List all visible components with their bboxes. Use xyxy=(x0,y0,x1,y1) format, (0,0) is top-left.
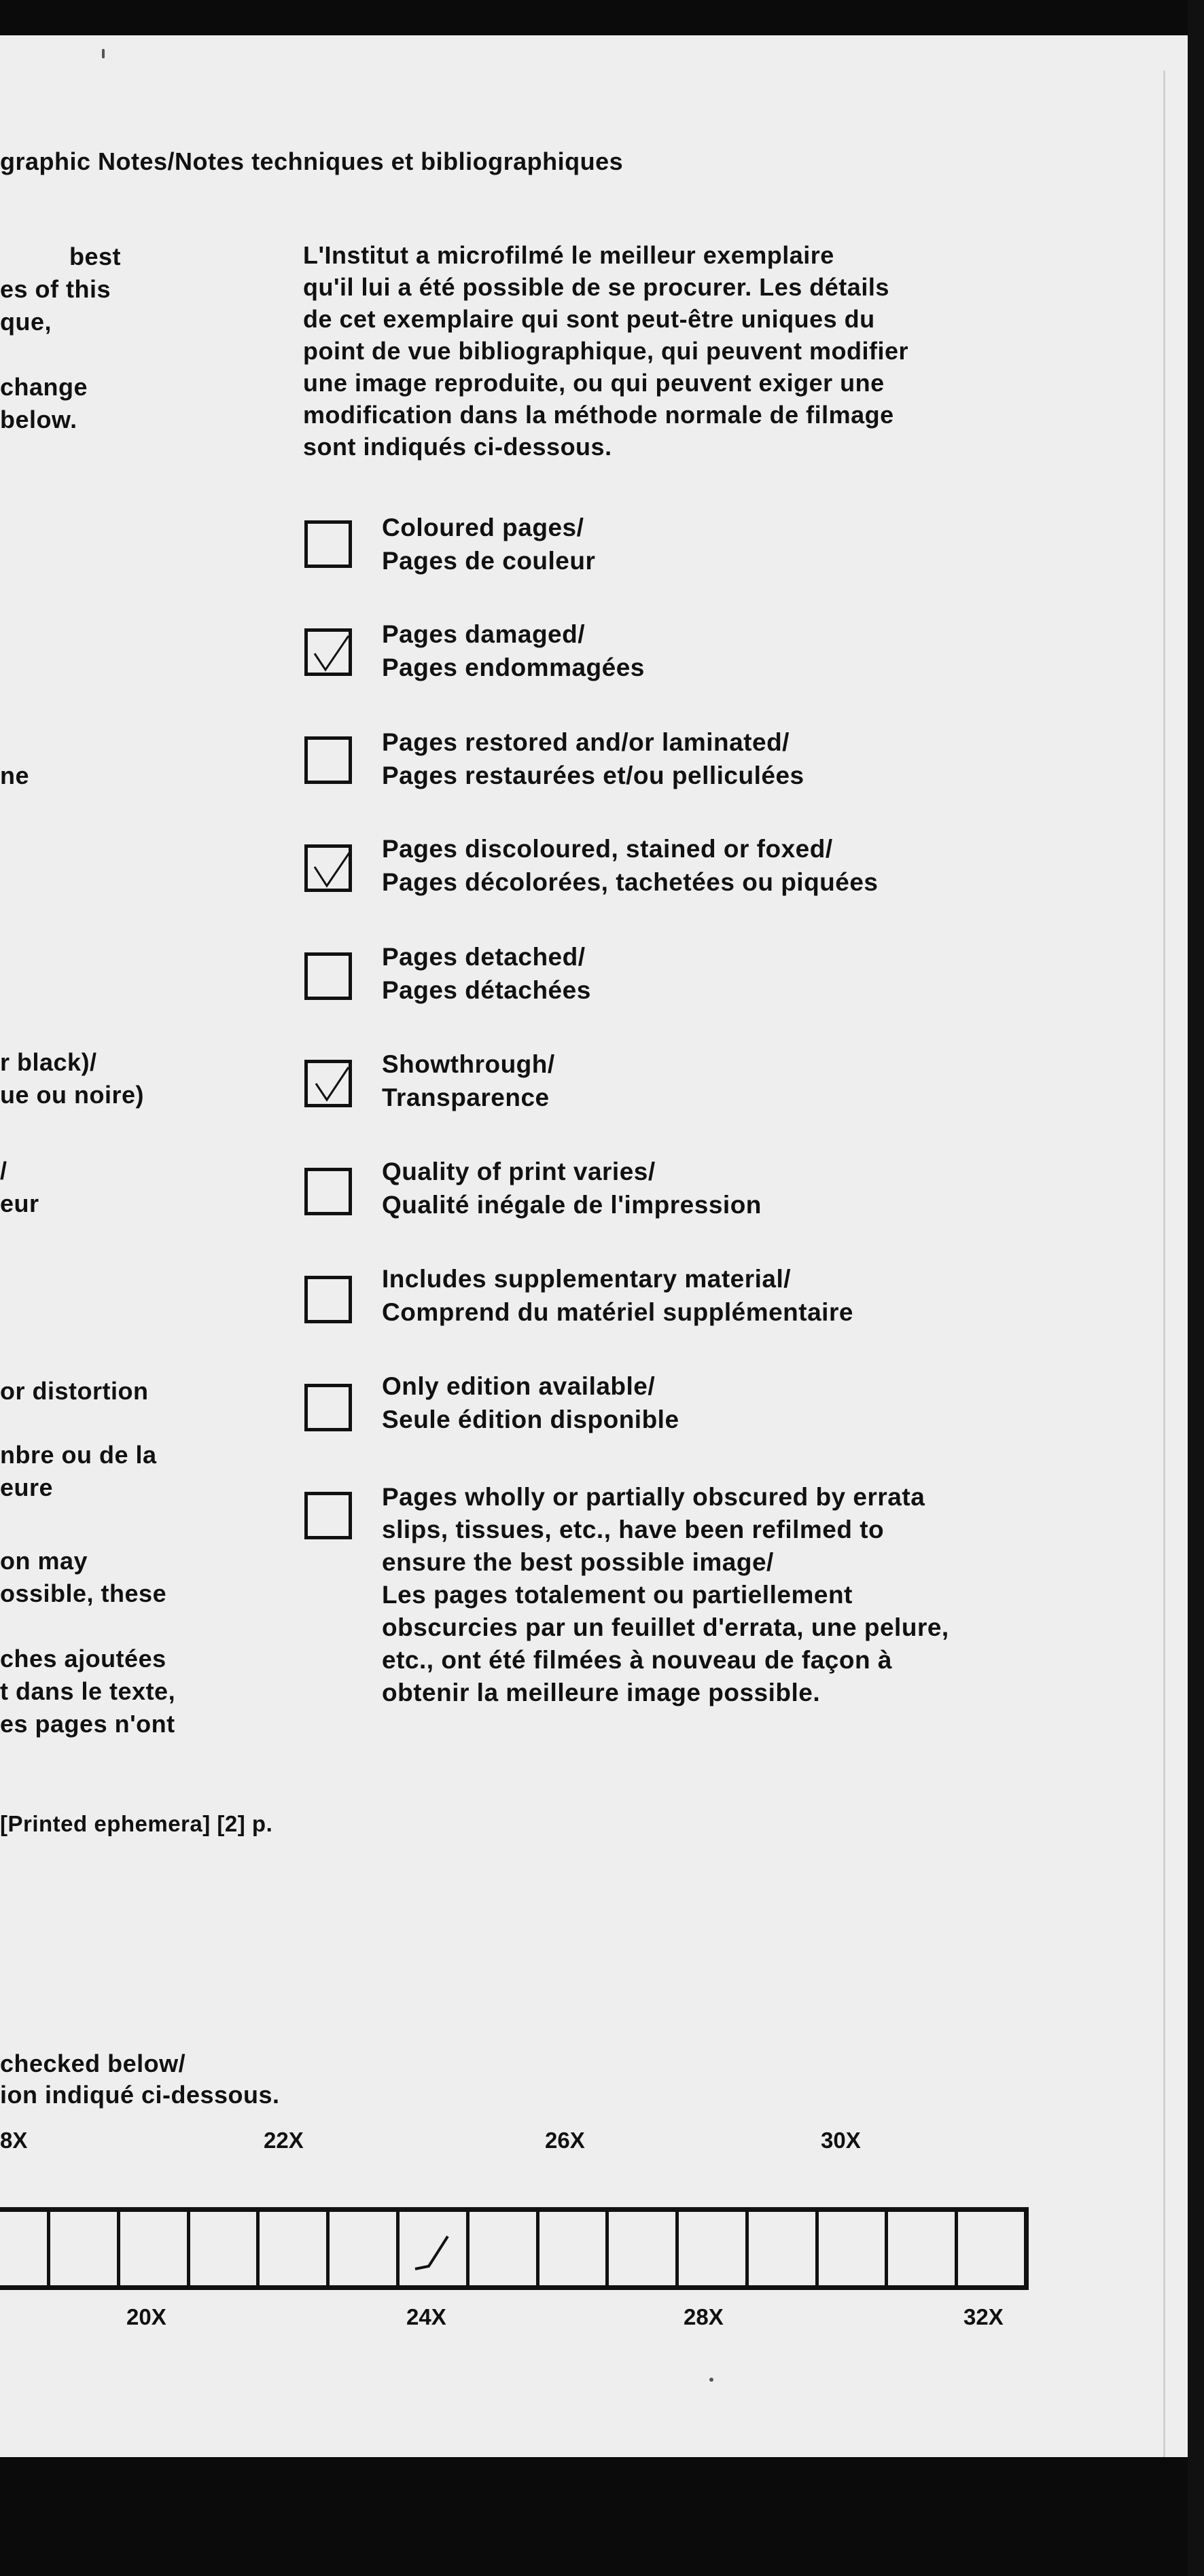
intro-line: de cet exemplaire qui sont peut-être uniques du xyxy=(303,305,875,333)
label-line1: Coloured pages/ xyxy=(382,514,584,541)
reduction-note-line: ion indiqué ci-dessous. xyxy=(0,2081,280,2109)
scale-divider xyxy=(47,2212,50,2285)
checkbox-supplementary-material[interactable] xyxy=(304,1276,352,1323)
left-fragment: below. xyxy=(0,406,77,433)
label-line1: Only edition available/ xyxy=(382,1372,656,1400)
scan-speck xyxy=(102,49,105,58)
scale-divider xyxy=(536,2212,539,2285)
left-fragment: es pages n'ont xyxy=(0,1710,175,1738)
scale-divider xyxy=(466,2212,470,2285)
label-line1: Pages restored and/or laminated/ xyxy=(382,728,790,756)
label-line2: Pages décolorées, tachetées ou piquées xyxy=(382,868,879,896)
scan-right-border xyxy=(1188,0,1204,2576)
intro-line: modification dans la méthode normale de filmage xyxy=(303,401,894,429)
left-fragment: / xyxy=(0,1157,7,1185)
left-fragment: or distortion xyxy=(0,1377,149,1405)
left-fragment: ne xyxy=(0,762,30,789)
scale-label-bottom: 24X xyxy=(406,2304,446,2329)
left-fragment: ches ajoutées xyxy=(0,1645,166,1672)
checkbox-showthrough[interactable] xyxy=(304,1060,352,1107)
scale-tick-mark-icon xyxy=(412,2232,460,2273)
left-fragment: ue ou noire) xyxy=(0,1081,144,1109)
checkmark-icon xyxy=(311,1065,351,1107)
left-fragment: es of this xyxy=(0,275,111,303)
left-fragment: r black)/ xyxy=(0,1048,97,1076)
label-line2: Pages restaurées et/ou pelliculées xyxy=(382,762,804,789)
scale-divider xyxy=(396,2212,400,2285)
additional-comments: [Printed ephemera] [2] p. xyxy=(0,1811,273,1836)
reduction-scale xyxy=(0,2207,1029,2290)
scan-speck xyxy=(709,2378,713,2382)
checkbox-pages-restored[interactable] xyxy=(304,736,352,784)
label-line: Les pages totalement ou partiellement xyxy=(382,1581,853,1609)
label-line1: Includes supplementary material/ xyxy=(382,1265,792,1293)
left-fragment: best xyxy=(69,243,122,270)
scale-label-bottom: 32X xyxy=(963,2304,1004,2329)
checkbox-pages-discoloured[interactable] xyxy=(304,844,352,892)
label-line: slips, tissues, etc., have been refilmed to xyxy=(382,1516,885,1543)
intro-line: L'Institut a microfilmé le meilleur exemplaire xyxy=(303,241,834,269)
label-line2: Pages détachées xyxy=(382,976,591,1004)
label-line: obtenir la meilleure image possible. xyxy=(382,1679,821,1706)
page-title: graphic Notes/Notes techniques et bibliographiques xyxy=(0,147,624,175)
page xyxy=(0,35,1188,2457)
intro-line: sont indiqués ci-dessous. xyxy=(303,433,612,461)
label-line2: Pages endommagées xyxy=(382,654,645,681)
scale-divider xyxy=(815,2212,819,2285)
label-line2: Qualité inégale de l'impression xyxy=(382,1191,762,1219)
label-line1: Showthrough/ xyxy=(382,1050,555,1078)
intro-line: qu'il lui a été possible de se procurer. Les détails xyxy=(303,273,889,301)
scale-label-top: 26X xyxy=(545,2128,585,2153)
intro-line: une image reproduite, ou qui peuvent exiger une xyxy=(303,369,885,397)
label-line: ensure the best possible image/ xyxy=(382,1548,774,1576)
label-line2: Pages de couleur xyxy=(382,547,596,575)
scale-divider xyxy=(955,2212,958,2285)
checkbox-pages-damaged[interactable] xyxy=(304,628,352,676)
left-fragment: que, xyxy=(0,308,52,336)
checkmark-icon xyxy=(311,849,351,891)
checkmark-icon xyxy=(311,633,351,675)
label-line: obscurcies par un feuillet d'errata, une pelure, xyxy=(382,1613,949,1641)
scale-divider xyxy=(605,2212,609,2285)
checkbox-pages-detached[interactable] xyxy=(304,952,352,1000)
scale-divider xyxy=(256,2212,260,2285)
label-line1: Pages discoloured, stained or foxed/ xyxy=(382,835,833,863)
scale-label-top: 22X xyxy=(264,2128,304,2153)
label-line: Pages wholly or partially obscured by errata xyxy=(382,1483,925,1511)
scale-divider xyxy=(745,2212,749,2285)
scale-label-bottom: 20X xyxy=(126,2304,166,2329)
checkbox-coloured-pages[interactable] xyxy=(304,520,352,568)
label-line2: Transparence xyxy=(382,1084,550,1111)
left-fragment: t dans le texte, xyxy=(0,1677,176,1705)
scale-divider xyxy=(187,2212,190,2285)
scale-divider xyxy=(117,2212,120,2285)
scan-bottom-border xyxy=(0,2457,1204,2576)
label-line1: Pages damaged/ xyxy=(382,620,586,648)
scan-top-border xyxy=(0,0,1204,35)
page-edge-line xyxy=(1163,71,1165,2457)
label-line2: Seule édition disponible xyxy=(382,1406,679,1433)
scale-label-top: 30X xyxy=(821,2128,861,2153)
checkbox-only-edition[interactable] xyxy=(304,1384,352,1431)
scale-divider xyxy=(675,2212,679,2285)
scale-divider xyxy=(326,2212,330,2285)
left-fragment: on may xyxy=(0,1547,88,1575)
intro-line: point de vue bibliographique, qui peuvent modifier xyxy=(303,337,909,365)
checkbox-pages-obscured[interactable] xyxy=(304,1492,352,1539)
label-line1: Quality of print varies/ xyxy=(382,1158,656,1185)
checkbox-quality-of-print[interactable] xyxy=(304,1168,352,1215)
label-line2: Comprend du matériel supplémentaire xyxy=(382,1298,853,1326)
label-line: etc., ont été filmées à nouveau de façon à xyxy=(382,1646,892,1674)
left-fragment: ossible, these xyxy=(0,1579,167,1607)
reduction-note-line: checked below/ xyxy=(0,2050,186,2077)
scale-label-top: 8X xyxy=(0,2128,28,2153)
left-fragment: eur xyxy=(0,1189,39,1217)
scale-label-bottom: 28X xyxy=(684,2304,724,2329)
label-line1: Pages detached/ xyxy=(382,943,586,971)
left-fragment: change xyxy=(0,373,88,401)
scale-divider xyxy=(885,2212,888,2285)
left-fragment: nbre ou de la xyxy=(0,1441,157,1469)
left-fragment: eure xyxy=(0,1473,54,1501)
